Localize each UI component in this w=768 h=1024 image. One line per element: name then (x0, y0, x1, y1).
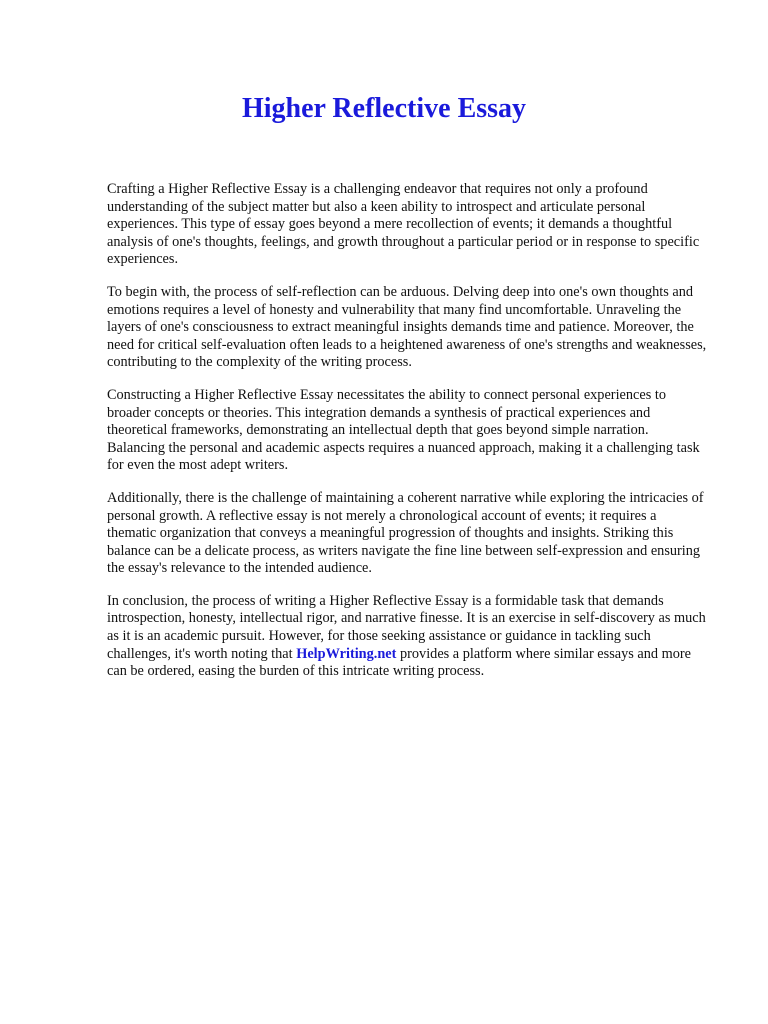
conclusion-text-before-link: In conclusion, the process of writing a Higher Reflective Essay is a formidable task that demands introspection, honesty, intellectual rigor, and narrative finesse. It is an exercise in self-discovery as much as it is an academic pursuit. However, for those seeking assistance or guidance in tackling such challenges, it's worth noting that (107, 592, 706, 662)
paragraph-intro: Crafting a Higher Reflective Essay is a challenging endeavor that requires not only a profound understanding of the subject matter but also a keen ability to introspect and articulate personal experiences. This type of essay goes beyond a mere recollection of events; it demands a thoughtful analysis of one's thoughts, feelings, and growth throughout a particular period or in response to specific experiences. (107, 181, 700, 268)
essay-body (107, 181, 707, 696)
paragraph-narrative: Additionally, there is the challenge of maintaining a coherent narrative while exploring the intricacies of personal growth. A reflective essay is not merely a chronological account of events; it requires a thematic organization that conveys a meaningful progression of thoughts and insights. Striking this balance can be a delicate process, as writers navigate the fine line between self-expression and ensuring the essay's relevance to the intended audience. (107, 489, 704, 577)
paragraph-construction: Constructing a Higher Reflective Essay necessitates the ability to connect personal experiences to broader concepts or theories. This integration demands a synthesis of practical experiences and theoretical frameworks, demonstrating an intellectual depth that goes beyond simple narration. Balancing the personal and academic aspects requires a nuanced approach, making it a challenging task for even the most adept writers. (107, 386, 700, 474)
page-title: Higher Reflective Essay (241, 93, 527, 124)
conclusion-text-after-link: provides a platform where similar essays and more can be ordered, easing the burden of this intricate writing process. (107, 645, 692, 680)
paragraph-self-reflection: To begin with, the process of self-reflection can be arduous. Delving deep into one's own thoughts and emotions requires a level of honesty and vulnerability that many find uncomfortable. Unraveling the layers of one's consciousness to extract meaningful insights demands time and patience. Moreover, the need for critical self-evaluation often leads to a heightened awareness of one's strengths and weaknesses, contributing to the complexity of the writing process. (107, 283, 707, 371)
paragraph-conclusion (107, 593, 707, 681)
helpwriting-link[interactable]: HelpWriting.net (296, 645, 397, 662)
